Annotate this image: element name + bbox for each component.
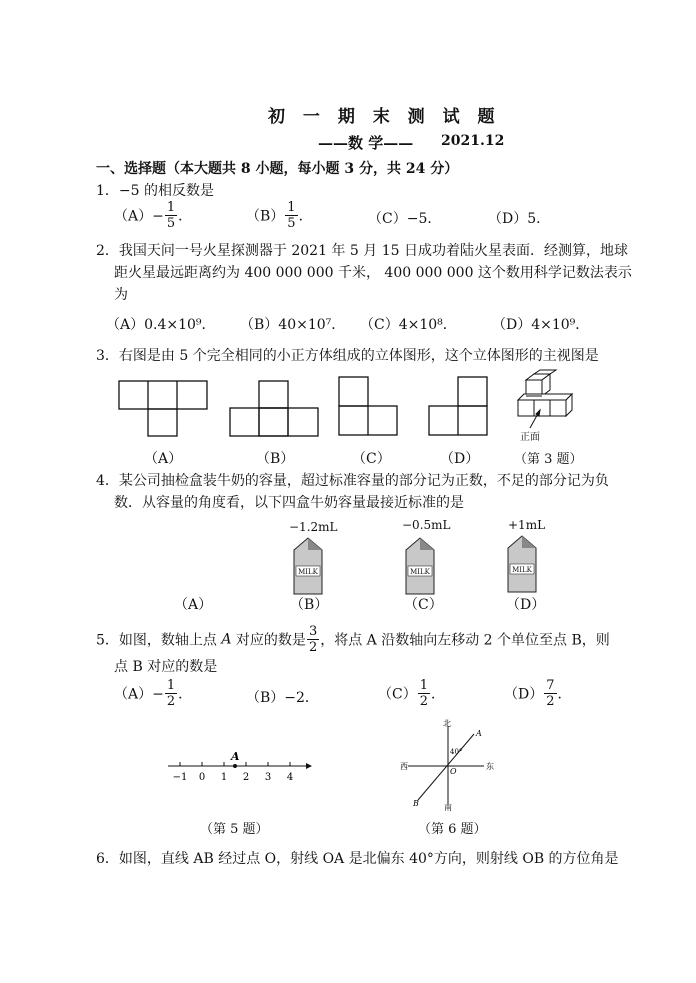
q5-tick-label: 4 (286, 772, 294, 783)
q1-option-d[interactable]: （D）5． (488, 211, 551, 227)
q5-line1-post: ，将点 A 沿数轴向左移动 2 个单位至点 B，则 (320, 632, 610, 649)
q5-c-den: 2 (419, 694, 428, 709)
q2-line3: 为 (114, 287, 128, 303)
q6-stem: 6．如图，直线 AB 经过点 O，射线 OA 是北偏东 40°方向，则射线 OB 的方位角是 (96, 851, 619, 867)
q1-b-fraction (285, 200, 297, 231)
q5-d-prefix: （D） (504, 686, 544, 703)
q5-option-b[interactable]: （B）−2． (246, 690, 319, 706)
q3-stem: 3．右图是由 5 个完全相同的小正方体组成的立体图形，这个立体图形的主视图是 (96, 348, 599, 364)
q6-west-label: 西 (400, 762, 408, 771)
q4-label-d: +1mL (508, 518, 546, 532)
q3-fig-caption: （第 3 题） (514, 452, 583, 467)
q5-point-a-dot (233, 764, 237, 768)
q5-d-post: ． (557, 686, 572, 703)
q1-a-fraction (165, 200, 177, 231)
q3-option-a[interactable]: （A） (144, 451, 183, 467)
q6-south-label: 南 (444, 803, 452, 812)
q6-angle-label: 40° (450, 748, 463, 756)
q5-fig-caption: （第 5 题） (200, 822, 269, 837)
q5-num: 3 (308, 624, 318, 639)
q5-number-line (164, 750, 324, 790)
q2-line2: 距火星最远距离约为 400 000 000 千米， 400 000 000 这个数用科学记数法表示 (114, 265, 632, 281)
q5-option-d[interactable] (504, 678, 572, 709)
q5-a-prefix: （A）− (114, 686, 164, 703)
q6-point-b: B (413, 799, 419, 808)
q1-b-prefix: （B） (246, 208, 285, 225)
q5-line1-mid: 对应的数是 (231, 632, 306, 649)
q4-carton-b (292, 536, 322, 594)
q5-option-a[interactable] (114, 678, 192, 709)
q5-den: 2 (308, 640, 318, 655)
q5-d-fraction (544, 678, 556, 709)
q5-a-den: 2 (166, 694, 176, 709)
q5-d-den: 2 (546, 694, 555, 709)
q4-option-b[interactable]: （B） (290, 597, 329, 613)
q3-view-d[interactable] (428, 376, 508, 446)
page-title: 初 一 期 末 测 试 题 (268, 107, 501, 127)
q2-option-a[interactable]: （A）0.4×10⁹． (106, 317, 216, 333)
q1-b-den: 5 (287, 216, 296, 231)
q3-option-b[interactable]: （B） (256, 451, 295, 467)
q5-point-a-ref: A (221, 631, 232, 648)
q2-option-d[interactable]: （D）4×10⁹． (492, 317, 590, 333)
q3-view-b[interactable] (230, 380, 330, 450)
q5-point-a-label: A (231, 750, 240, 763)
q4-carton-c-text: MILK (410, 568, 430, 576)
q5-option-c[interactable] (378, 678, 445, 709)
q4-label-c: −0.5mL (402, 518, 451, 532)
q4-line2: 数．从容量的角度看，以下四盒牛奶容量最接近标准的是 (114, 495, 464, 511)
q1-a-den: 5 (166, 216, 176, 231)
q3-front-label: 正面 (520, 432, 540, 443)
q3-view-a[interactable] (118, 380, 218, 450)
q4-carton-d-text: MILK (512, 566, 532, 574)
q5-tick-label: −1 (172, 772, 188, 783)
q4-carton-b-text: MILK (298, 568, 318, 576)
q4-carton-c (404, 536, 434, 594)
q5-c-fraction (418, 678, 430, 709)
section-heading: 一、选择题（本大题共 8 小题，每小题 3 分，共 24 分） (96, 161, 459, 177)
q5-c-post: ． (431, 686, 445, 703)
exam-date: 2021.12 (441, 133, 505, 149)
subject-label: ——数 学—— (318, 134, 414, 152)
q5-tick-label: 1 (220, 772, 228, 783)
q2-option-c[interactable]: （C）4×10⁸． (360, 317, 457, 333)
q5-tick-label: 2 (242, 772, 250, 783)
q1-a-num: 1 (166, 200, 176, 215)
q4-label-b: −1.2mL (289, 520, 338, 534)
q5-a-post: ． (178, 686, 193, 703)
q4-option-c[interactable]: （C） (404, 597, 443, 613)
q6-point-a: A (476, 729, 482, 738)
q6-east-label: 东 (486, 762, 494, 771)
q5-fraction-3-2 (307, 624, 319, 655)
q1-option-a[interactable] (114, 200, 192, 231)
q5-tick-label: 0 (198, 772, 206, 783)
q1-option-c[interactable]: （C）−5． (368, 211, 442, 227)
q6-compass-figure (400, 720, 500, 810)
q4-line1: 4．某公司抽检盒装牛奶的容量，超过标准容量的部分记为正数，不足的部分记为负 (96, 473, 609, 489)
q5-line1-pre: 5．如图，数轴上点 (96, 632, 222, 649)
q5-a-fraction (165, 678, 177, 709)
q6-fig-caption: （第 6 题） (418, 822, 487, 837)
q4-carton-d (506, 534, 536, 592)
q1-a-prefix: （A）− (114, 208, 164, 225)
q5-c-num: 1 (419, 678, 428, 693)
q1-b-post: ． (298, 208, 313, 225)
q5-line1 (96, 624, 610, 655)
q3-option-c[interactable]: （C） (352, 451, 391, 467)
q2-option-b[interactable]: （B）40×10⁷． (240, 317, 346, 333)
q1-option-b[interactable] (246, 200, 313, 231)
q5-d-num: 7 (546, 678, 555, 693)
q2-line1: 2．我国天问一号火星探测器于 2021 年 5 月 15 日成功着陆火星表面．经测算，地球 (96, 243, 628, 259)
q5-tick-label: 3 (264, 772, 272, 783)
q1-a-post: ． (178, 208, 193, 225)
q6-north-label: 北 (443, 719, 451, 728)
q5-line2: 点 B 对应的数是 (114, 659, 218, 675)
q4-option-d[interactable]: （D） (506, 597, 546, 613)
q1-b-num: 1 (287, 200, 296, 215)
q3-option-d[interactable]: （D） (440, 451, 480, 467)
q1-stem: 1．−5 的相反数是 (96, 183, 214, 199)
q3-view-c[interactable] (338, 376, 418, 446)
q6-point-o: O (450, 767, 457, 776)
q5-a-num: 1 (166, 678, 176, 693)
q5-c-prefix: （C） (378, 686, 417, 703)
q4-option-a[interactable]: （A） (174, 597, 213, 613)
